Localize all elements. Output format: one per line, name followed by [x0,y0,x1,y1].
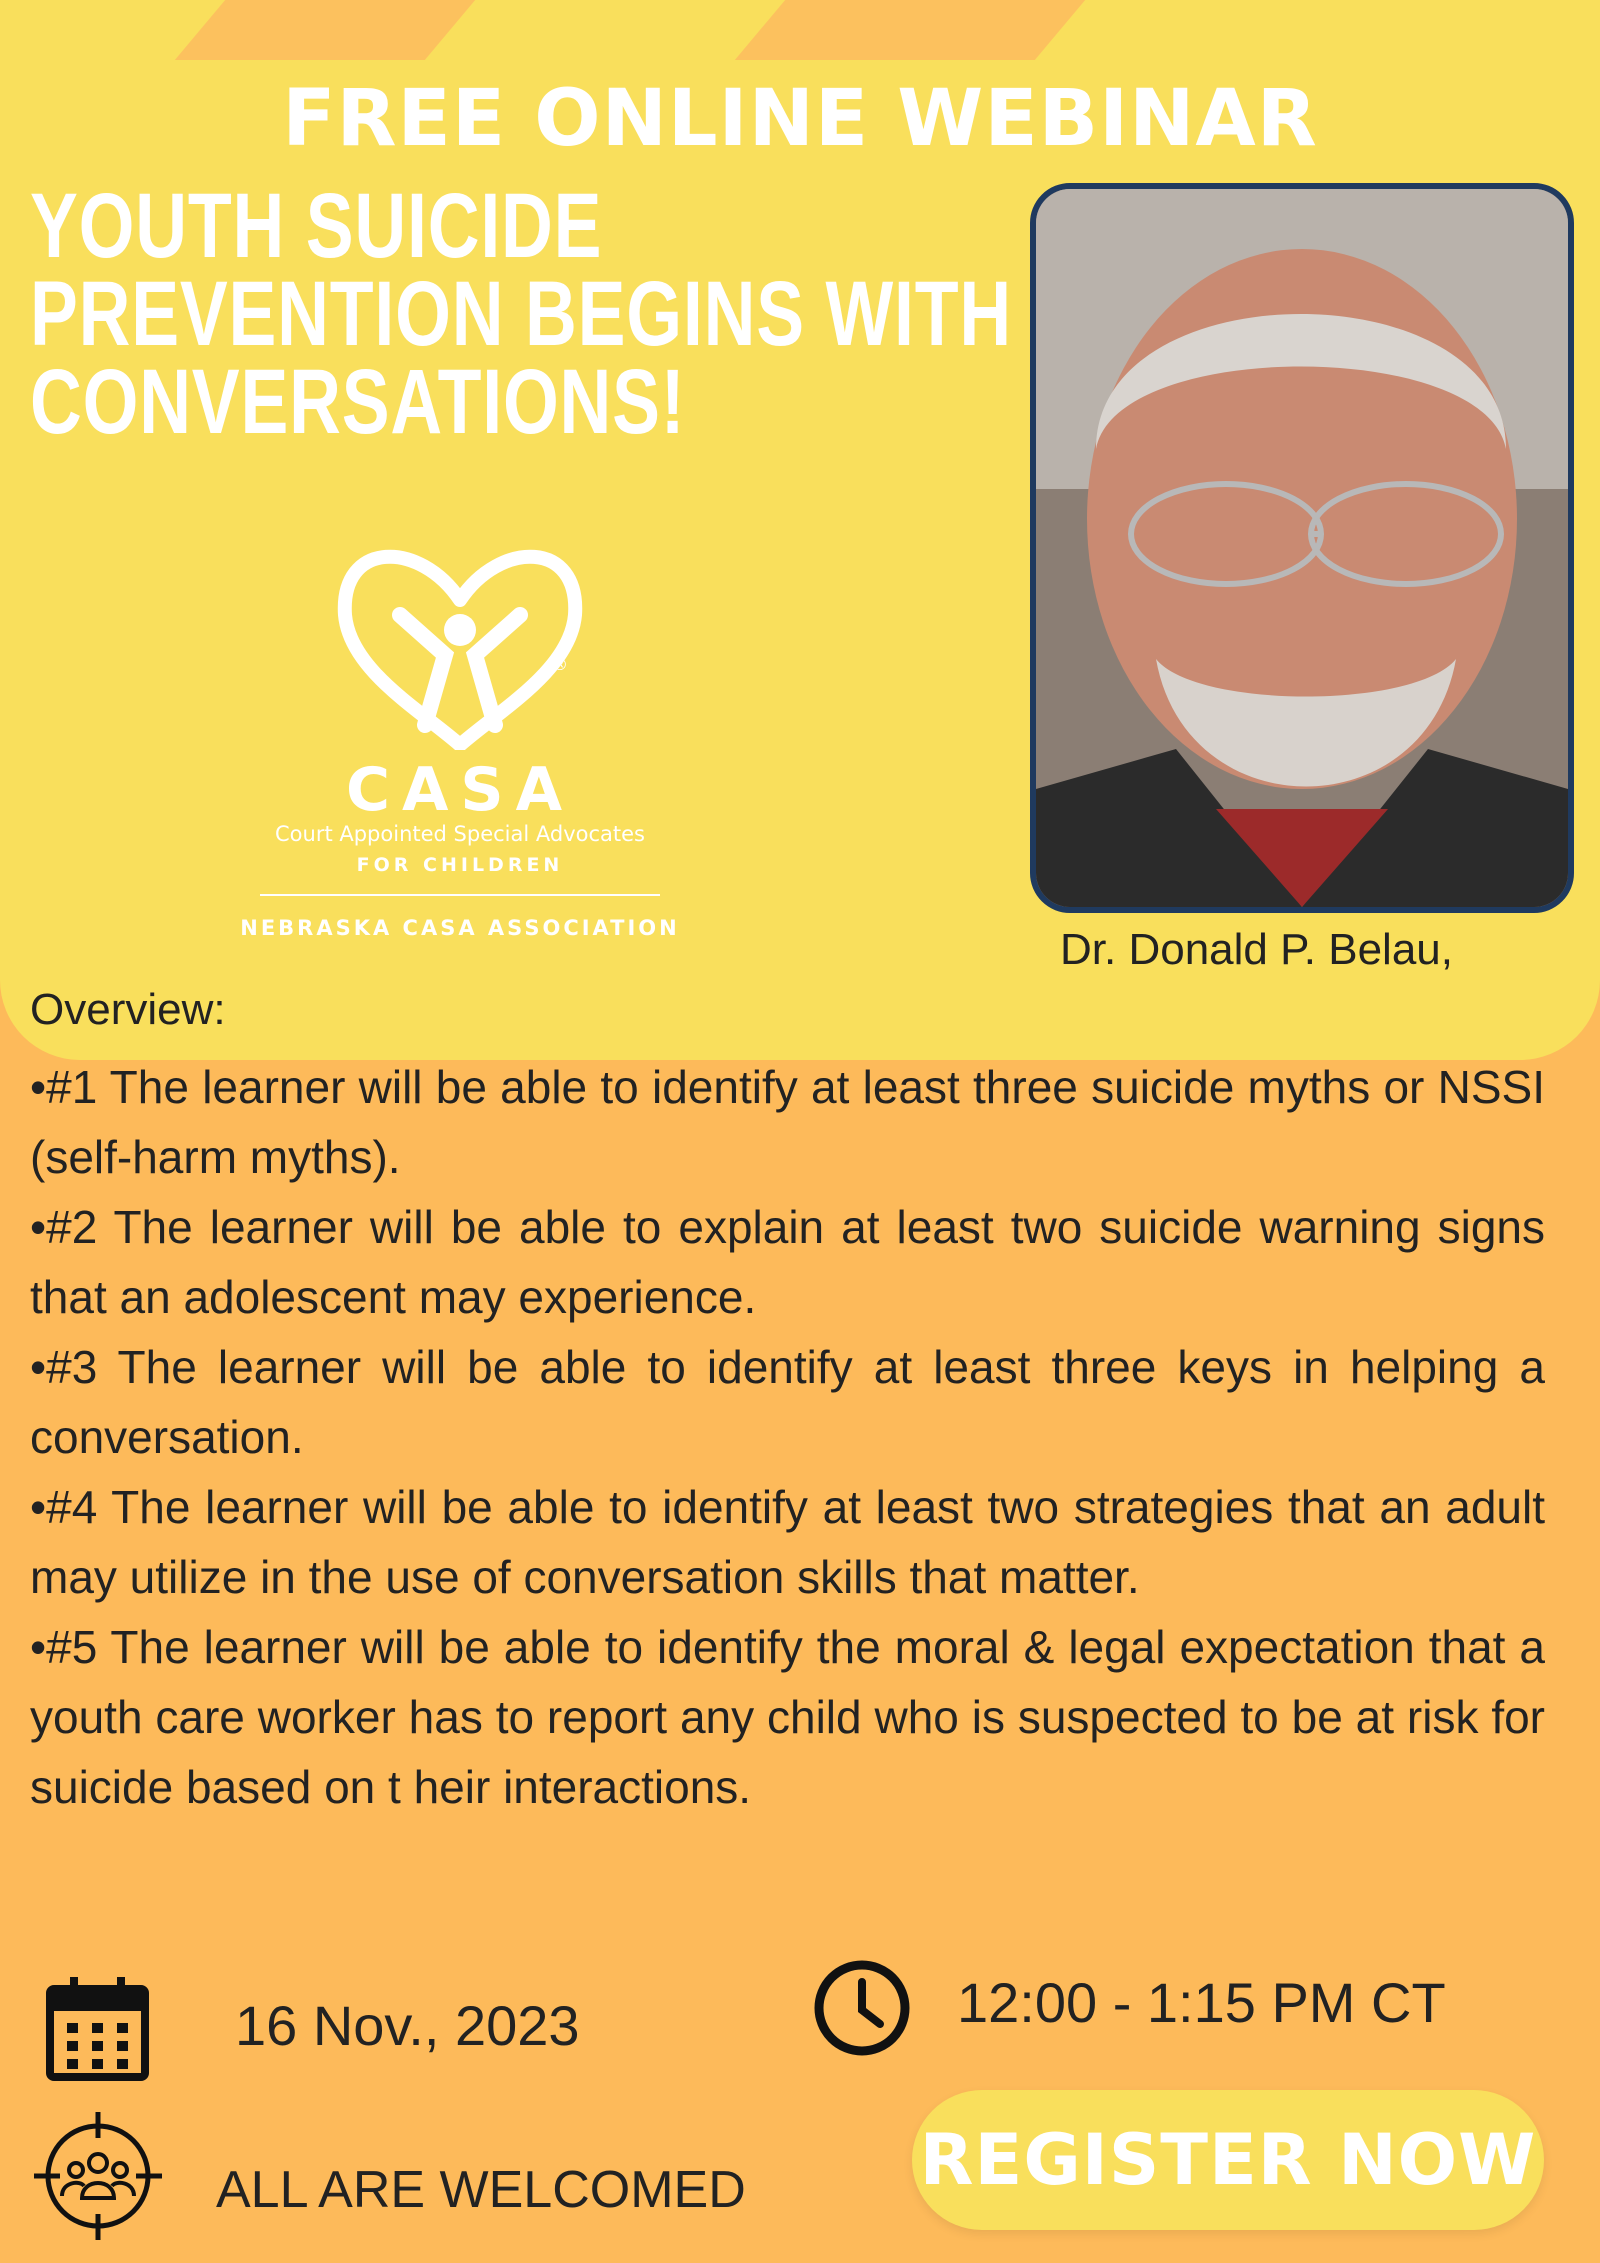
logo-tagline: Court Appointed Special Advocates [275,822,645,846]
title-line: CONVERSATIONS! [30,351,686,453]
page-title [30,175,1012,453]
overview-label: Overview: [30,985,226,1034]
list-item: •#2 The learner will be able to explain at least two suicide warning signs that an adolescent may experience. [30,1201,1545,1323]
list-item: •#5 The learner will be able to identify the moral & legal expectation that a youth care worker has to report any child who is suspected to be at risk for suicide based on t heir interactions. [30,1621,1545,1813]
list-item: •#1 The learner will be able to identify at least three suicide myths or NSSI (self-harm myths). [30,1061,1545,1183]
title-line: PREVENTION BEGINS WITH [30,263,1012,365]
list-item: •#4 The learner will be able to identify at least two strategies that an adult may utilize in the use of conversation skills that matter. [30,1481,1545,1603]
speaker-photo [1030,183,1574,913]
objectives-list [30,1052,1545,1822]
casa-logo [220,520,700,950]
audience-text: ALL ARE WELCOMED [216,2161,746,2219]
list-item: •#3 The learner will be able to identify at least three keys in helping a conversation. [30,1341,1545,1463]
casa-logo-icon [220,520,700,750]
speaker-name: Dr. Donald P. Belau, [1060,925,1453,974]
eyebrow-title: FREE ONLINE WEBINAR [282,74,1318,164]
event-date: 16 Nov., 2023 [235,1994,580,2057]
logo-name: CASA [345,755,575,825]
title-line: YOUTH SUICIDE [30,175,603,277]
clock-icon [812,1958,912,2058]
logo-association: NEBRASKA CASA ASSOCIATION [240,916,680,940]
audience-icon [30,2108,166,2244]
logo-divider [260,894,660,896]
calendar-icon [45,1975,150,2083]
logo-subtitle: FOR CHILDREN [356,854,564,876]
event-time: 12:00 - 1:15 PM CT [957,1971,1446,2034]
decor-stripe-right [735,0,1085,60]
decor-stripe-left [175,0,475,60]
registered-mark: ® [552,655,568,674]
register-button[interactable]: REGISTER NOW [912,2090,1544,2230]
